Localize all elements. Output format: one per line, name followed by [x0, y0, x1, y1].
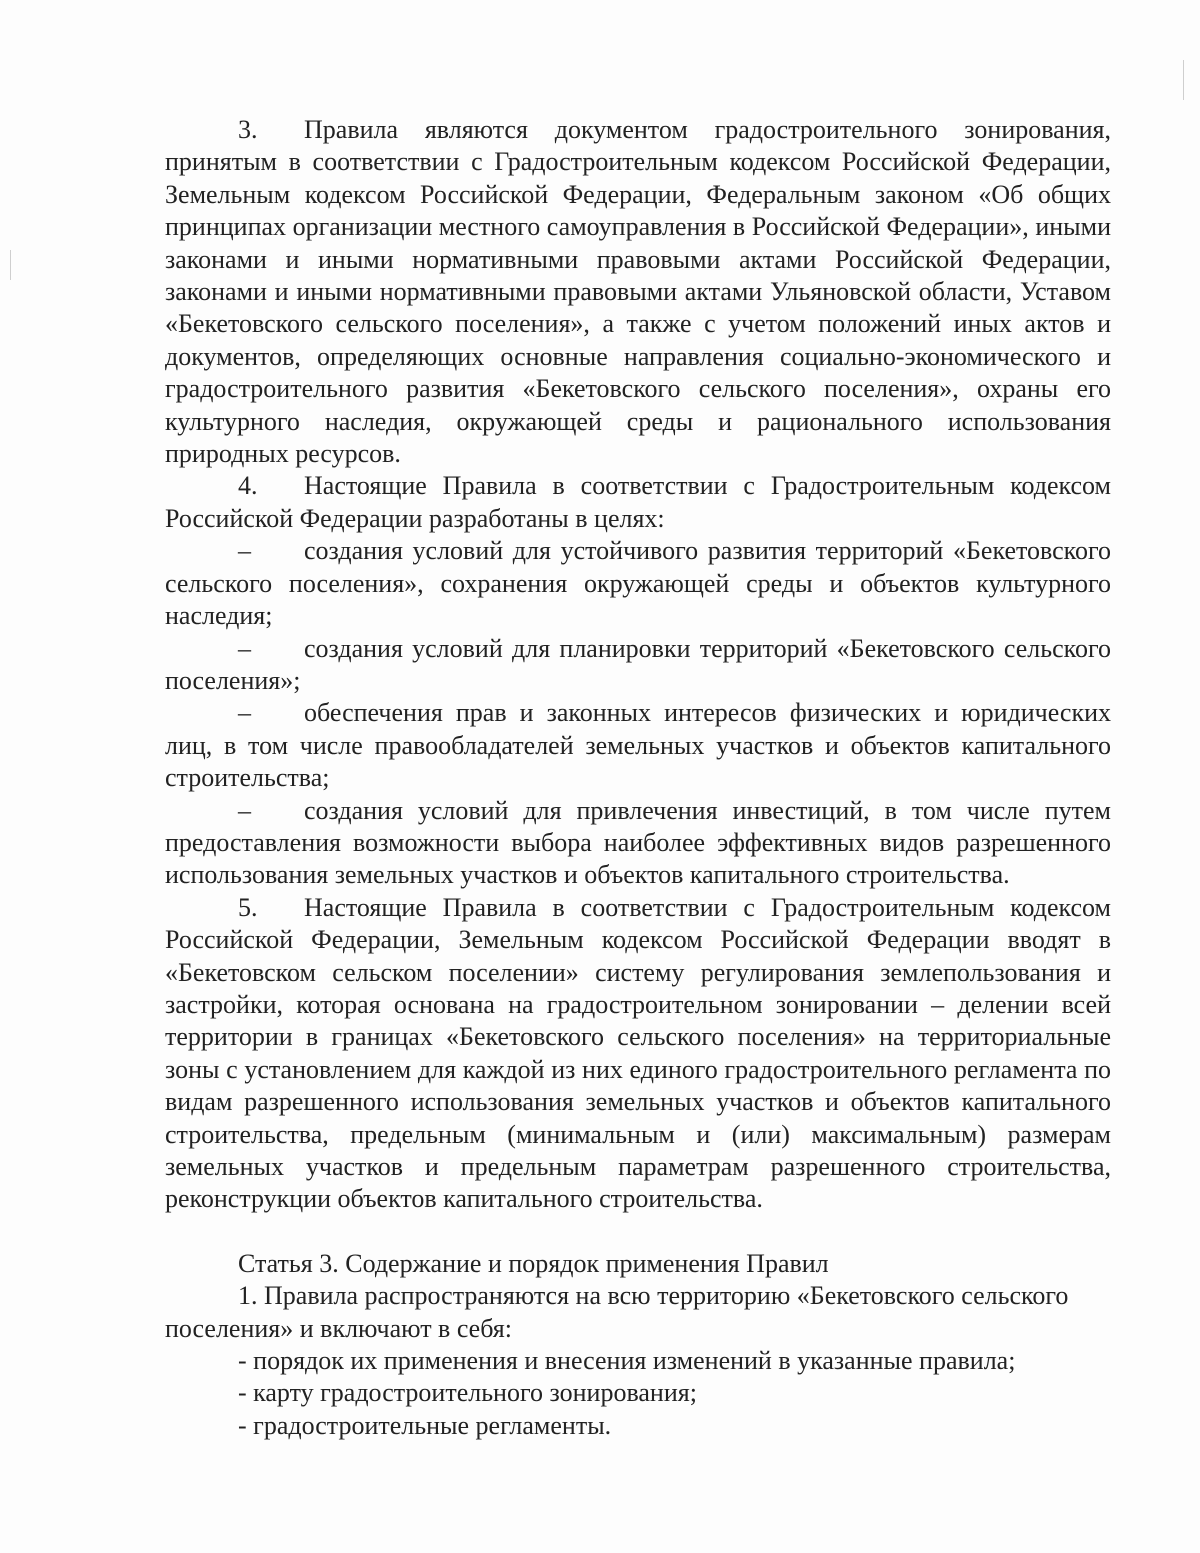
list-item: [165, 795, 1111, 892]
section-spacer: [165, 1216, 1111, 1248]
dash-marker: –: [238, 698, 251, 728]
paragraph-text: Настоящие Правила в соответствии с Градостроительным кодексом Российской Федерации, Земельным кодексом Российской Федерации вводят в «Бекетовском сельском поселении» систему регулирования землепользования и застройки, которая основана на градостроительном зонировании – делении всей территории в границах «Бекетовского сельского поселения» на территориальные зоны с установлением для каждой из них единого градостроительного регламента по видам разрешенного использования земельных участков и объектов капитального строительства, предельным (минимальным и (или) максимальным) размерам земельных участков и предельным параметрам разрешенного строительства, реконструкции объектов капитального строительства.: [165, 892, 1111, 1214]
document-body: [165, 114, 1111, 1442]
dash-marker: –: [238, 536, 251, 566]
list-item-text: обеспечения прав и законных интересов физических и юридических лиц, в том числе правообладателей земельных участков и объектов капитального строительства;: [165, 698, 1111, 793]
article-item-1: 1. Правила распространяются на всю территорию «Бекетовского сельского поселения» и включают в себя:: [165, 1281, 1069, 1343]
list-item: - порядок их применения и внесения изменений в указанные правила;: [238, 1346, 1016, 1376]
paragraph-text: Настоящие Правила в соответствии с Градостроительным кодексом Российской Федерации разработаны в целях:: [165, 471, 1111, 533]
paragraph-4: [165, 470, 1111, 535]
paragraph-text: Правила являются документом градостроительного зонирования, принятым в соответствии с Градостроительным кодексом Российской Федерации, Земельным кодексом Российской Федерации, Федеральным законом «Об общих принципах организации местного самоуправления в Российской Федерации», иными законами и иными нормативными правовыми актами Российской Федерации, законами и иными нормативными правовыми актами Ульяновской области, Уставом «Бекетовского сельского поселения», а также с учетом положений иных актов и документов, определяющих основные направления социально-экономического и градостроительного развития «Бекетовского сельского поселения», охраны его культурного наследия, окружающей среды и рационального использования природных ресурсов.: [165, 115, 1111, 469]
paragraph-3: [165, 114, 1111, 470]
list-item-text: создания условий для привлечения инвестиций, в том числе путем предоставления возможности выбора наиболее эффективных видов разрешенного использования земельных участков и объектов капитального строительства.: [165, 795, 1111, 890]
article-heading: Статья 3. Содержание и порядок применения Правил: [238, 1248, 829, 1278]
list-item: - градостроительные регламенты.: [238, 1410, 612, 1440]
list-item-text: создания условий для устойчивого развития территорий «Бекетовского сельского поселения», сохранения окружающей среды и объектов культурного наследия;: [165, 536, 1111, 631]
list-item-text: создания условий для планировки территорий «Бекетовского сельского поселения»;: [165, 633, 1111, 695]
scan-edge-mark: [10, 250, 11, 280]
paragraph-number: 3.: [238, 115, 258, 144]
scan-edge-mark: [1183, 60, 1184, 100]
dash-marker: –: [238, 795, 251, 825]
list-item: [165, 633, 1111, 698]
paragraph-number: 4.: [238, 471, 258, 501]
paragraph-number: 5.: [238, 892, 258, 922]
paragraph-5: [165, 892, 1111, 1216]
dash-marker: –: [238, 633, 251, 663]
list-item: - карту градостроительного зонирования;: [238, 1378, 697, 1408]
list-item: [165, 697, 1111, 794]
list-item: [165, 535, 1111, 632]
